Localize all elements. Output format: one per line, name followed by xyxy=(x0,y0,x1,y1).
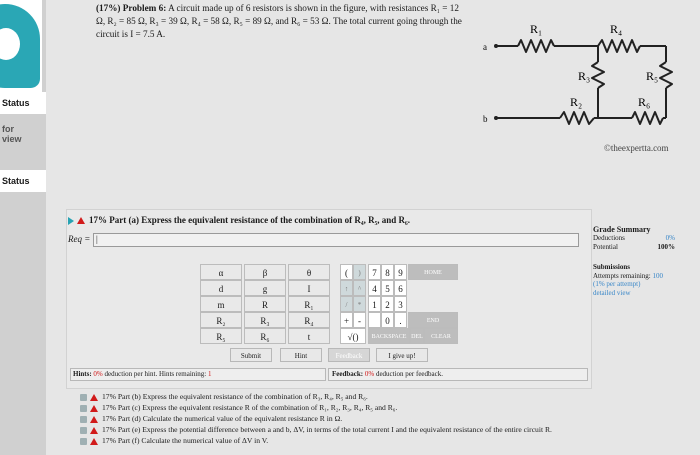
circuit-diagram xyxy=(466,18,686,130)
label-r5: R₅ xyxy=(646,69,659,83)
warning-icon xyxy=(90,438,98,445)
content-area xyxy=(46,0,700,455)
sidebar xyxy=(0,0,46,455)
expand-triangle-icon[interactable] xyxy=(68,217,74,225)
key-0[interactable]: 0 xyxy=(381,312,394,328)
grade-summary xyxy=(593,225,675,252)
feedback-bar xyxy=(328,368,588,381)
key-dot[interactable]: . xyxy=(394,312,407,328)
logo xyxy=(0,0,42,94)
key-r4[interactable]: R₄ xyxy=(288,312,330,328)
hints-deduction: 0% xyxy=(93,370,103,378)
key-theta[interactable]: θ xyxy=(288,264,330,280)
key-r2[interactable]: R₂ xyxy=(200,312,242,328)
status-checkbox-icon xyxy=(80,438,87,445)
detailed-view-link[interactable]: detailed view xyxy=(593,288,631,297)
key-paren-close[interactable]: ) xyxy=(353,264,366,280)
key-minus[interactable]: - xyxy=(353,312,366,328)
part-a-header[interactable] xyxy=(68,215,410,225)
resistor-r4 xyxy=(598,40,640,52)
key-g[interactable]: g xyxy=(244,280,286,296)
feedback-label: Feedback: xyxy=(332,370,364,378)
key-r5[interactable]: R₅ xyxy=(200,328,242,344)
key-1[interactable]: 1 xyxy=(368,296,381,312)
label-r3: R₃ xyxy=(578,69,591,83)
key-r6[interactable]: R₆ xyxy=(244,328,286,344)
sidebar-info-line1[interactable]: for xyxy=(2,124,14,134)
attempts-label: Attempts remaining: xyxy=(593,271,651,280)
hints-bar xyxy=(70,368,326,381)
resistor-r1 xyxy=(518,40,554,52)
problem-line3: circuit is I = 7.5 A. xyxy=(96,29,166,39)
key-caret[interactable]: ^ xyxy=(353,280,366,296)
sidebar-info-line2[interactable]: view xyxy=(2,134,22,144)
resistor-r3 xyxy=(592,62,604,88)
key-9[interactable]: 9 xyxy=(394,264,407,280)
submissions xyxy=(593,263,675,297)
hints-remaining: 1 xyxy=(207,370,212,378)
key-clear[interactable]: CLEAR xyxy=(424,328,458,344)
key-7[interactable]: 7 xyxy=(368,264,381,280)
key-8[interactable]: 8 xyxy=(381,264,394,280)
problem-line2: Ω, R₂ = 85 Ω, R₃ = 39 Ω, R₄ = 58 Ω, R₅ = 89 Ω, and R₆ = 53 Ω. The total current going through the xyxy=(96,16,462,26)
resistor-r6 xyxy=(632,112,663,124)
key-sqrt[interactable]: √() xyxy=(340,328,366,344)
key-i[interactable]: I xyxy=(288,280,330,296)
hint-button[interactable]: Hint xyxy=(280,348,322,362)
warning-icon xyxy=(77,217,85,224)
part-b-title: 17% Part (b) Express the equivalent resistance of the combination of R₃, R₄, R₅ and R₆. xyxy=(102,392,368,401)
key-paren-open[interactable]: ( xyxy=(340,264,353,280)
key-slash[interactable]: / xyxy=(340,296,353,312)
key-2[interactable]: 2 xyxy=(381,296,394,312)
logo-shape xyxy=(0,4,40,88)
label-b: b xyxy=(483,114,488,124)
key-alpha[interactable]: α xyxy=(200,264,242,280)
key-6[interactable]: 6 xyxy=(394,280,407,296)
answer-input[interactable]: | xyxy=(93,233,579,247)
key-plus[interactable]: + xyxy=(340,312,353,328)
status-checkbox-icon xyxy=(80,394,87,401)
part-a-title: 17% Part (a) Express the equivalent resistance of the combination of R₄, R₅, and R₆. xyxy=(89,215,410,225)
warning-icon xyxy=(90,416,98,423)
feedback-button[interactable]: Feedback xyxy=(328,348,370,362)
key-end[interactable]: END xyxy=(408,312,458,328)
warning-icon xyxy=(90,427,98,434)
problem-line1: A circuit made up of 6 resistors is shown in the figure, with resistances R₁ = 12 xyxy=(168,3,459,13)
key-t[interactable]: t xyxy=(288,328,330,344)
status-checkbox-icon xyxy=(80,416,87,423)
key-d[interactable]: d xyxy=(200,280,242,296)
key-home[interactable]: HOME xyxy=(408,264,458,280)
key-backspace[interactable]: BACKSPACE xyxy=(368,328,410,344)
key-up-arrow[interactable]: ↑ xyxy=(340,280,353,296)
part-e-row[interactable] xyxy=(80,425,670,435)
key-beta[interactable]: β xyxy=(244,264,286,280)
deductions-label: Deductions xyxy=(593,234,625,242)
feedback-deduction: 0% xyxy=(364,370,375,378)
key-r3[interactable]: R₃ xyxy=(244,312,286,328)
key-asterisk[interactable]: * xyxy=(353,296,366,312)
part-f-title: 17% Part (f) Calculate the numerical value of ΔV in V. xyxy=(102,436,269,445)
per-attempt: (1% per attempt) xyxy=(593,280,641,288)
key-5[interactable]: 5 xyxy=(381,280,394,296)
key-3[interactable]: 3 xyxy=(394,296,407,312)
req-label: Req = xyxy=(68,234,91,244)
part-c-row[interactable] xyxy=(80,403,670,413)
part-d-title: 17% Part (d) Calculate the numerical value of the equivalent resistance R in Ω. xyxy=(102,414,343,423)
warning-icon xyxy=(90,394,98,401)
node-b xyxy=(494,116,498,120)
give-up-button[interactable]: I give up! xyxy=(376,348,428,362)
potential-value: 100% xyxy=(657,243,675,251)
hints-label: Hints: xyxy=(73,370,92,378)
part-e-title: 17% Part (e) Express the potential difference between a and b, ΔV, in terms of the total current I and the equivalent resistance of the entire circuit R. xyxy=(102,425,552,434)
potential-label: Potential xyxy=(593,243,618,251)
keypad xyxy=(200,264,458,344)
warning-icon xyxy=(90,405,98,412)
grade-summary-title: Grade Summary xyxy=(593,225,651,234)
problem-intro: (17%) Problem 6: xyxy=(96,3,167,13)
status-checkbox-icon xyxy=(80,427,87,434)
key-del[interactable]: DEL xyxy=(410,328,424,344)
key-4[interactable]: 4 xyxy=(368,280,381,296)
part-d-row[interactable] xyxy=(80,414,670,424)
resistor-r5 xyxy=(660,62,672,88)
key-m[interactable]: m xyxy=(200,296,242,312)
attempts-value: 100 xyxy=(652,271,663,280)
label-r4: R₄ xyxy=(610,22,623,36)
part-b-row[interactable] xyxy=(80,392,670,402)
sidebar-status-header: Status xyxy=(0,92,46,114)
part-c-title: 17% Part (c) Express the equivalent resistance R of the combination of R₁, R₂, R₃, R₄, R₅ and R₆. xyxy=(102,403,398,412)
feedback-text: deduction per feedback. xyxy=(375,370,444,378)
label-a: a xyxy=(483,42,487,52)
node-a xyxy=(494,44,498,48)
part-f-row[interactable] xyxy=(80,436,670,446)
problem-statement xyxy=(96,2,516,41)
key-blank[interactable] xyxy=(368,312,381,328)
resistor-r2 xyxy=(560,112,594,124)
deductions-value: 0% xyxy=(665,234,675,242)
label-r1: R₁ xyxy=(530,22,543,36)
hints-text: deduction per hint. Hints remaining: xyxy=(104,370,207,378)
copyright: ©theexpertta.com xyxy=(604,143,669,153)
status-checkbox-icon xyxy=(80,405,87,412)
sidebar-status-header-2: Status xyxy=(0,170,46,192)
label-r6: R₆ xyxy=(638,95,651,109)
key-r[interactable]: R xyxy=(244,296,286,312)
submit-button[interactable]: Submit xyxy=(230,348,272,362)
label-r2: R₂ xyxy=(570,95,583,109)
submissions-title: Submissions xyxy=(593,263,630,271)
key-r1[interactable]: R₁ xyxy=(288,296,330,312)
